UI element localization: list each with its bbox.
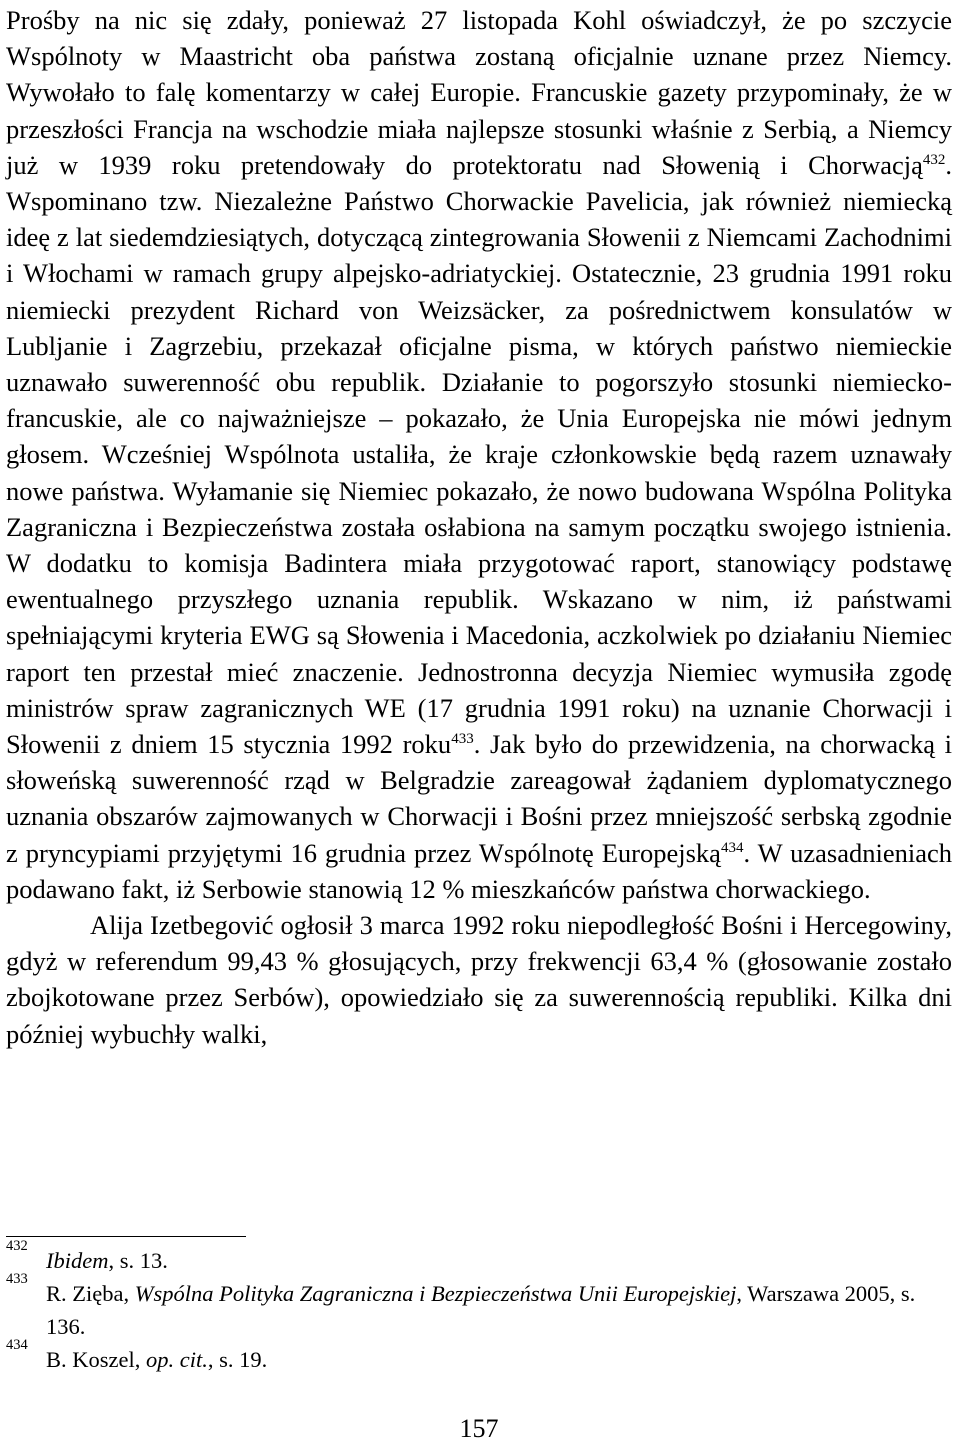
paragraph-2: Alija Izetbegović ogłosił 3 marca 1992 roku niepodległość Bośni i Hercegowiny, gdyż w referendum 99,43 % głosujących, przy frekwencji 63,4 % (głosowanie zostało zbojkotowane przez Serbów), opowiedziało się za suwerennością republiki. Kilka dni później wybuchły walki, [6, 910, 952, 1049]
footnote-433 [6, 1271, 952, 1343]
footnote-number: 434 [6, 1337, 28, 1353]
paragraph-1 [6, 2, 952, 907]
footnotes [6, 1238, 952, 1376]
footnote-title: Wspólna Polityka Zagraniczna i Bezpieczeństwa Unii Europejskiej [134, 1281, 737, 1306]
footnote-author: B. Koszel, [46, 1347, 146, 1372]
paragraph-1-text-c: . Jak było do przewidzenia, na chorwacką i słoweńską suwerenność rząd w Belgradzie zareagował żądaniem dyplomatycznego uznania obszarów zajmowanych w Chorwacji i Bośni przez mniejszość serbską zgodnie z pryncypiami przyjętymi 16 grudnia przez Wspólnotę Europejską [6, 729, 952, 868]
footnote-434 [6, 1337, 952, 1376]
page-number: 157 [459, 1414, 499, 1443]
footnote-author: R. Zięba, [46, 1281, 135, 1306]
footnote-ref-434[interactable]: 434 [720, 839, 744, 856]
footnote-ref-433[interactable]: 433 [451, 731, 474, 748]
paragraph-1-text-b: . Wspominano tzw. Niezależne Państwo Chorwackie Pavelicia, jak również niemiecką ideę z lat siedemdziesiątych, dotyczącą zintegrowania Słowenii z Niemcami Zachodnimi i Włochami w ramach grupy alpejsko-adriatyckiej. Ostatecznie, 23 grudnia 1991 roku niemiecki prezydent Richard von Weizsäcker, za pośrednictwem konsulatów w Lubljanie i Zagrzebiu, przekazał oficjalne pisma, w których państwo niemieckie uznawało suwerenność obu republik. Działanie to pogorszyło stosunki niemiecko-francuskie, ale co najważniejsze – pokazało, że Unia Europejska nie mówi jednym głosem. Wcześniej Wspólnota ustaliła, że kraje członkowskie będą razem uznawały nowe państwa. Wyłamanie się Niemiec pokazało, że nowo budowana Wspólna Polityka Zagraniczna i Bezpieczeństwa została osłabiona na samym początku swojego istnienia. W dodatku to komisja Badintera miała przygotować raport, stanowiący podstawę ewentualnego przyszłego uznania republik. Wskazano w nim, iż państwami spełniającymi kryteria EWG są Słowenia i Macedonia, aczkolwiek po działaniu Niemiec raport ten przestał mieć znaczenie. Jednostronna decyzja Niemiec wymusiła zgodę ministrów spraw zagranicznych WE (17 grudnia 1991 roku) na uznanie Chorwacji i Słowenii z dniem 15 stycznia 1992 roku [6, 149, 952, 760]
main-text [6, 0, 952, 1052]
footnote-text: , s. 13. [108, 1248, 168, 1273]
footnote-italic: Ibidem [46, 1248, 109, 1273]
footnote-432 [6, 1238, 952, 1277]
paragraph-1-text-a: Prośby na nic się zdały, ponieważ 27 listopada Kohl oświadczył, że po szczycie Wspólnoty w Maastricht oba państwa zostaną oficjalnie uznane przez Niemcy. Wywołało to falę komentarzy w całej Europie. Francuskie gazety przypominały, że w przeszłości Francja na wschodzie miała najlepsze stosunki właśnie z Serbią, a Niemcy już w 1939 roku pretendowały do protektoratu nad Słowenią i Chorwacją [6, 5, 952, 180]
footnote-number: 432 [6, 1238, 28, 1254]
footnote-number: 433 [6, 1271, 28, 1287]
footnote-ref-432[interactable]: 432 [922, 151, 946, 168]
document-page [6, 0, 952, 1448]
footnote-separator [6, 1236, 246, 1237]
footnote-text: , s. 19. [207, 1347, 268, 1372]
paragraph-1-text-d: . W uzasadnieniach podawano fakt, iż Serbowie stanowią 12 % mieszkańców państwa chorwackiego. [6, 837, 952, 904]
footnote-text: , Warszawa 2005, s. 136. [46, 1281, 916, 1339]
footnote-italic: op. cit. [146, 1347, 208, 1372]
